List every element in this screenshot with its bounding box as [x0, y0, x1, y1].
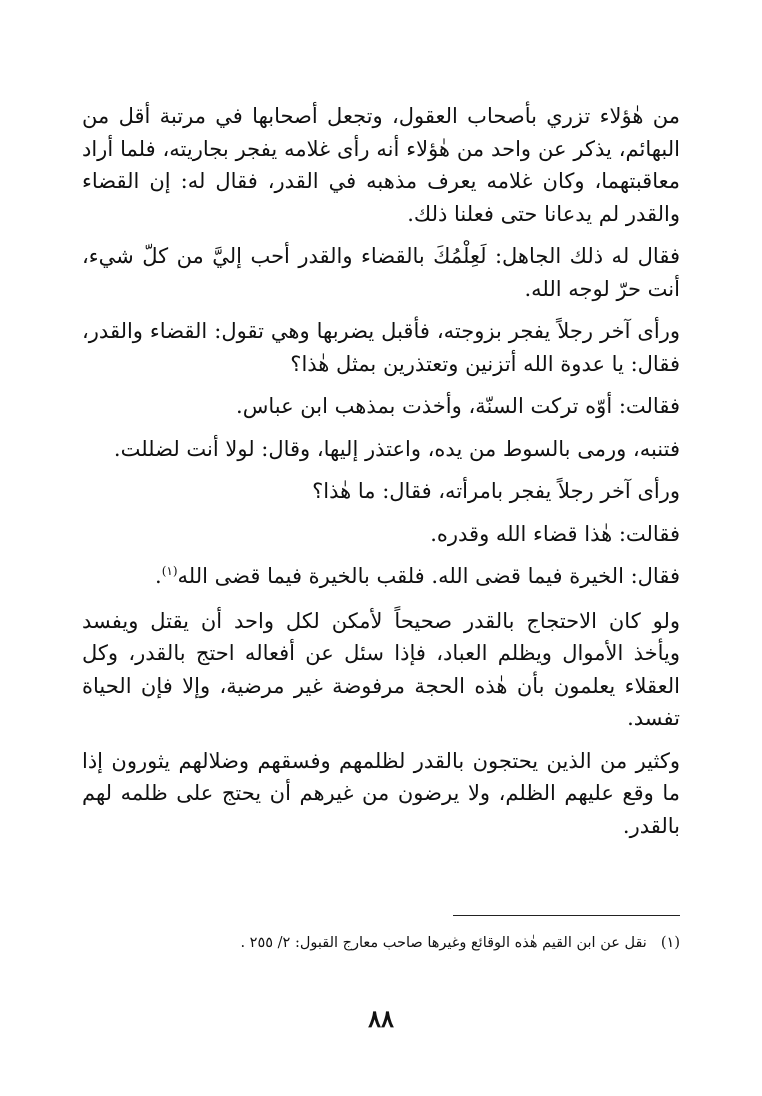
paragraph-10: وكثير من الذين يحتجون بالقدر لظلمهم وفسقهم وضلالهم يثورون إذا ما وقع عليهم الظلم، ولا يرضون من غيرهم أن يحتج على ظلمه لهم بالقدر. — [82, 748, 680, 838]
paragraph-2: فقال له ذلك الجاهل: لَعِلْمُكَ بالقضاء والقدر أحب إليَّ من كلّ شيء، أنت حرّ لوجه الله. — [82, 244, 680, 301]
paragraph-1: من هٰؤلاء تزري بأصحاب العقول، وتجعل أصحابها في مرتبة أقل من البهائم، يذكر عن واحد من هٰؤلاء أنه رأى غلامه يفجر بجاريته، فلما أراد معاقبتهما، وكان غلامه يعرف مذهبه في القدر، فقال له: إن القضاء والقدر لم يدعانا حتى فعلنا ذلك. — [82, 104, 680, 226]
footnote-number: (١) — [660, 935, 680, 951]
paragraph-8: فقال: الخيرة فيما قضى الله. فلقب بالخيرة فيما قضى الله$^{(١)}$. — [155, 564, 680, 588]
footnote-text: نقل عن ابن القيم هٰذه الوقائع وغيرها صاحب معارج القبول: ٢/ ٢٥٥ . — [240, 935, 647, 951]
paragraph-4: فقالت: أوّه تركت السنّة، وأخذت بمذهب ابن عباس. — [236, 394, 680, 418]
footnote — [82, 932, 680, 954]
footnote-divider — [453, 915, 680, 916]
paragraph-3: ورأى آخر رجلاً يفجر بزوجته، فأقبل يضربها وهي تقول: القضاء والقدر، فقال: يا عدوة الله أتزنين وتعتذرين بمثل هٰذا؟ — [82, 319, 680, 376]
paragraph-8-text: فقال: الخيرة فيما قضى الله. فلقب بالخيرة فيما قضى الله — [177, 564, 680, 588]
paragraph-7: فقالت: هٰذا قضاء الله وقدره. — [430, 521, 680, 546]
paragraph-5: فتنبه، ورمى بالسوط من يده، واعتذر إليها، وقال: لولا أنت لضللت. — [113, 436, 680, 461]
page-body — [82, 100, 680, 852]
footnote-reference[interactable]: (١) — [161, 564, 178, 578]
page-number: ٨٨ — [368, 1004, 394, 1033]
paragraph-9: ولو كان الاحتجاج بالقدر صحيحاً لأمكن لكل واحد أن يقتل ويفسد ويأخذ الأموال ويظلم العباد، فإذا سئل عن أفعاله احتج بالقدر، وكل العقلاء يعلمون بأن هٰذه الحجة مرفوضة غير مرضية، وإلا فإن الحياة تفسد. — [82, 608, 680, 730]
paragraph-6: ورأى آخر رجلاً يفجر بامرأته، فقال: ما هٰذا؟ — [312, 479, 680, 503]
